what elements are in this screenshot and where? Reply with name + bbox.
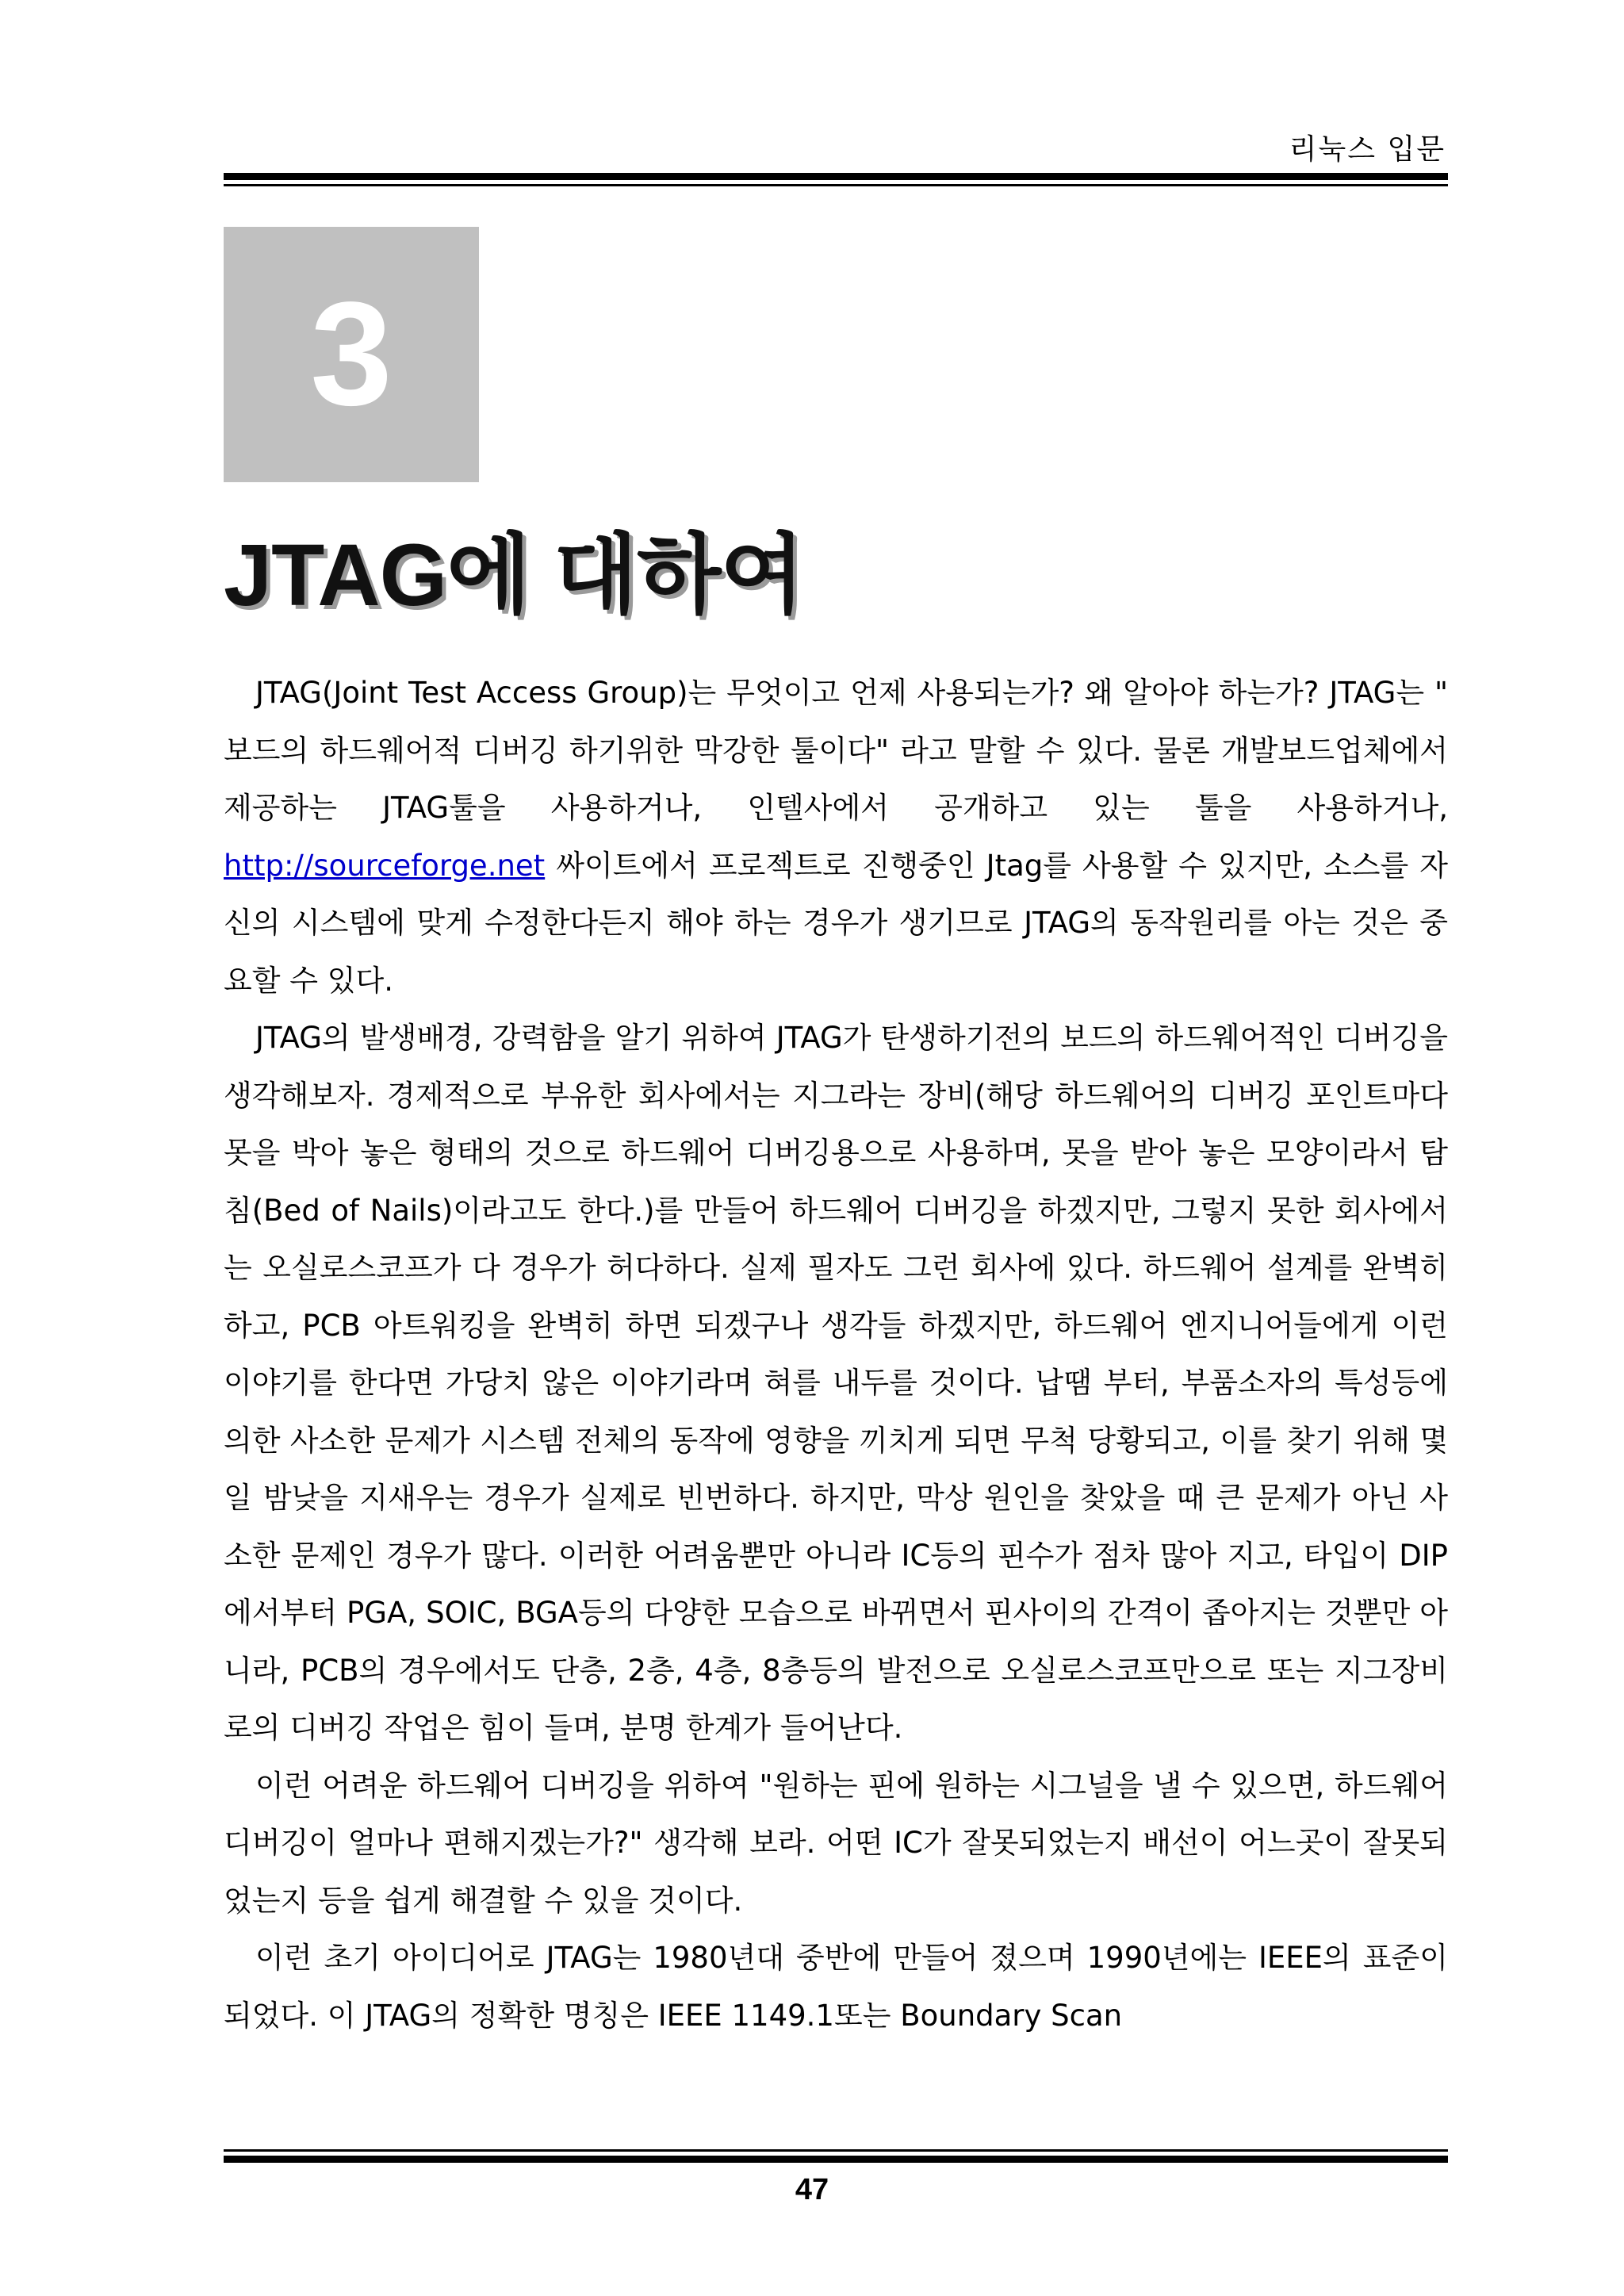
chapter-title: JTAG에 대하여 bbox=[224, 527, 804, 624]
page-number: 47 bbox=[795, 2173, 829, 2206]
paragraph-1-text-b: 싸이트에서 프로젝트로 진행중인 Jtag를 사용할 수 있지만, 소스를 자신의 시스템에 맞게 수정한다든지 해야 하는 경우가 생기므로 JTAG의 동작원리를 아는 것은 중요할 수 있다. bbox=[224, 848, 1448, 998]
body-text bbox=[224, 665, 1448, 2045]
footer-rule-thick bbox=[224, 2156, 1448, 2163]
paragraph-2: JTAG의 발생배경, 강력함을 알기 위하여 JTAG가 탄생하기전의 보드의 하드웨어적인 디버깅을 생각해보자. 경제적으로 부유한 회사에서는 지그라는 장비(해당 하드웨어의 디버깅 포인트마다 못을 박아 놓은 형태의 것으로 하드웨어 디버깅용으로 사용하며, 못을 받아 놓은 모양이라서 탐침(Bed of Nails)이라고도 한다.)를 만들어 하드웨어 디버깅을 하겠지만, 그렇지 못한 회사에서는 오실로스코프가 다 경우가 허다하다. 실제 필자도 그런 회사에 있다. 하드웨어 설계를 완벽히 하고, PCB 아트워킹을 완벽히 하면 되겠구나 생각들 하겠지만, 하드웨어 엔지니어들에게 이런 이야기를 한다면 가당치 않은 이야기라며 혀를 내두를 것이다. 납땜 부터, 부품소자의 특성등에 의한 사소한 문제가 시스템 전체의 동작에 영향을 끼치게 되면 무척 당황되고, 이를 찾기 위해 몇 일 밤낮을 지새우는 경우가 실제로 빈번하다. 하지만, 막상 원인을 찾았을 때 큰 문제가 아닌 사소한 문제인 경우가 많다. 이러한 어려움뿐만 아니라 IC등의 핀수가 점차 많아 지고, 타입이 DIP에서부터 PGA, SOIC, BGA등의 다양한 모습으로 바뀌면서 핀사이의 간격이 좁아지는 것뿐만 아니라, PCB의 경우에서도 단층, 2층, 4층, 8층등의 발전으로 오실로스코프만으로 또는 지그장비로의 디버깅 작업은 힘이 들며, 분명 한계가 들어난다. bbox=[224, 1021, 1448, 1745]
paragraph-4: 이런 초기 아이디어로 JTAG는 1980년대 중반에 만들어 졌으며 1990년에는 IEEE의 표준이 되었다. 이 JTAG의 정확한 명칭은 IEEE 1149.1또는 Boundary Scan bbox=[224, 1941, 1448, 2033]
paragraph-3: 이런 어려운 하드웨어 디버깅을 위하여 "원하는 핀에 원하는 시그널을 낼 수 있으면, 하드웨어 디버깅이 얼마나 편해지겠는가?" 생각해 보라. 어떤 IC가 잘못되었는지 배선이 어느곳이 잘못되었는지 등을 쉽게 해결할 수 있을 것이다. bbox=[224, 1768, 1448, 1918]
chapter-number: 3 bbox=[310, 272, 393, 436]
paragraph-1-text-a: JTAG(Joint Test Access Group)는 무엇이고 언제 사용되는가? 왜 알아야 하는가? JTAG는 " 보드의 하드웨어적 디버깅 하기위한 막강한 툴이다" 라고 말할 수 있다. 물론 개발보드업체에서 제공하는 JTAG툴을 사용하거나, 인텔사에서 공개하고 있는 툴을 사용하거나, bbox=[224, 676, 1448, 825]
chapter-number-box bbox=[224, 227, 479, 482]
header-rule-thin bbox=[224, 184, 1448, 186]
paragraph-1 bbox=[224, 665, 1448, 1010]
footer-rule-thin bbox=[224, 2149, 1448, 2152]
running-header: 리눅스 입문 bbox=[1289, 133, 1446, 166]
header-rule-thick bbox=[224, 173, 1448, 180]
sourceforge-link[interactable]: http://sourceforge.net bbox=[224, 848, 546, 883]
